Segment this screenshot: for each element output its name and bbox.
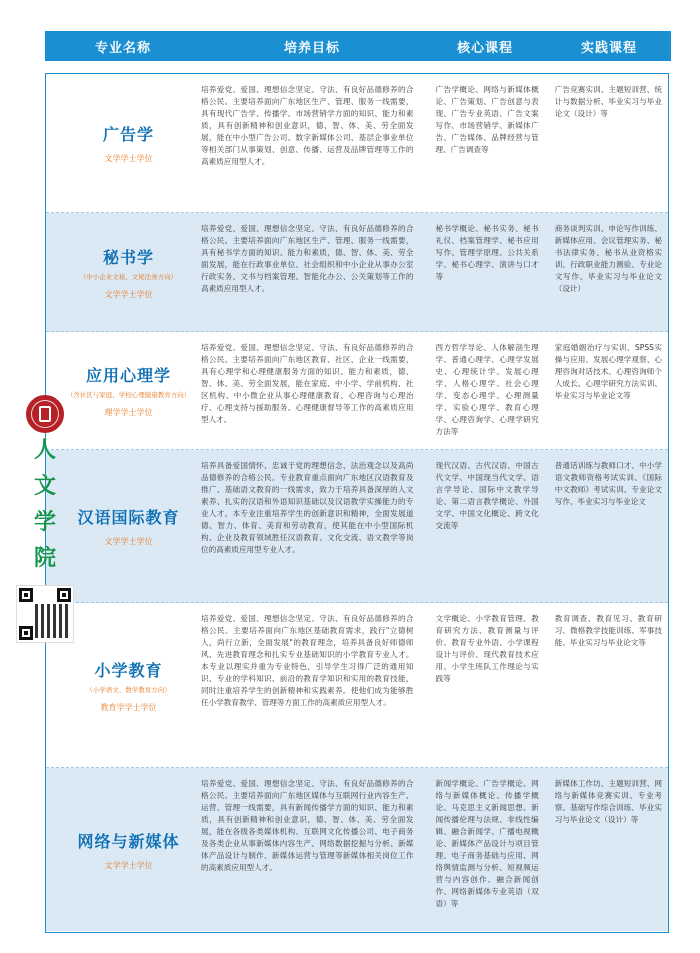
practice-courses-text: 商务谈判实训、申论写作训练、新媒体应用、会议管理实务、秘书法律实务、秘书从业资格实训、行政职业能力测验、专业论文写作、毕业实习与毕业论文（设计） — [554, 224, 662, 293]
major-direction: （含社区与家庭、学校心理健康教育方向） — [66, 391, 191, 399]
majors-table — [45, 73, 669, 933]
goal-text: 培养爱党、爱国、理想信念坚定、守法、有良好品德修养的合格公民。主要培养面向广东地区教育、社区、企业一线需要，具有心理学和心理健康服务方面的知识、能力和素质，德、智、体、美、劳全面发展，能在家庭、中小学、学前机构、社区机构、中小微企业从事心理健康教育、心理咨询与心理治疗、心理支持与援助服务、心理健康督导等工作的高素质应用型人才。 — [200, 343, 414, 424]
practice-courses-text: 广告竞赛实训、主题短训营、统计与数据分析、毕业实习与毕业论文（设计）等 — [554, 85, 662, 118]
core-courses-text: 广告学概论、网络与新媒体概论、广告策划、广告创意与表现、广告专业英语、广告文案写作、市场营销学、新媒体广告、广告媒体、品牌经营与管理、广告调查等 — [435, 85, 539, 154]
college-name-char: 学 — [33, 510, 56, 535]
degree-label: 文学学士学位 — [104, 860, 153, 870]
degree-label: 理学学士学位 — [104, 408, 153, 417]
degree-label: 教育学学士学位 — [100, 702, 157, 712]
major-direction: （中小企业文秘、文秘法务方向） — [79, 272, 178, 281]
degree-label: 文学学士学位 — [104, 537, 153, 546]
major-cell — [46, 213, 201, 331]
practice-courses-text: 新媒体工作坊、主题短训营、网络与新媒体竞赛实训、专业考察、基础写作综合训练、毕业实习与毕业论文（设计）等 — [554, 779, 662, 824]
major-cell — [46, 768, 201, 931]
major-cell — [46, 74, 201, 212]
goal-text: 培养爱党、爱国、理想信念坚定、守法、有良好品德修养的合格公民。主要培养面向广东地区基础教育需求，践行"立德树人，尚行立新，全面发展"的教育理念，培养具备良好师德师风、先进教育理念和扎实专业基础知识的小学教育专业人才。本专业以理实并重为专业特色，引导学生习得广泛的通用知识、专业的学科知识、前沿的教育学知识和实用的教育技能，同时注重培养学生的创新精神和实践素养。使他们成为能够胜任小学教育教学、管理等方面工作的高素质应用型人才。 — [200, 614, 414, 707]
core-courses-text: 现代汉语、古代汉语、中国古代文学、中国现当代文学、语言学导论、国际中文教学导论、第二语言教学概论、外国文学、中国文化概论、跨文化交流等 — [435, 461, 539, 530]
major-name: 汉语国际教育 — [77, 508, 180, 527]
major-direction: （小学语文、数学教育方向） — [86, 685, 171, 694]
core-courses-text: 西方哲学导论、人体解剖生理学、普通心理学、心理学发展史、心理统计学、发展心理学、人格心理学、社会心理学、变态心理学、心理测量学、实验心理学、教育心理学、心理咨询学、心理学研究方法等 — [435, 343, 539, 436]
practice-courses-text: 教育调查、教育见习、教育研习、微格教学技能训练、军事技能、毕业实习与毕业论文等 — [554, 614, 662, 647]
header-core-courses: 核心课程 — [456, 40, 513, 56]
major-name: 网络与新媒体 — [77, 831, 180, 851]
major-name: 小学教育 — [94, 660, 163, 680]
header-major: 专业名称 — [94, 40, 151, 56]
core-courses-text: 新闻学概论、广告学概论、网络与新媒体概论、传播学概论、马克思主义新闻思想、新闻传播伦理与法规、非线性编辑、融合新闻学、广播电视概论、新媒体产品设计与项目管理、电子商务基础与应用、网络舆情监测与分析、短视频运营与内容创作、融合新闻创作、网络新媒体专业英语（双语）等 — [435, 779, 539, 908]
table-header — [45, 31, 671, 61]
table-row — [46, 603, 668, 768]
college-name-char: 人 — [33, 438, 56, 463]
table-row — [46, 74, 668, 213]
table-row — [46, 768, 668, 931]
table-row — [46, 450, 668, 603]
goal-text: 培养爱党、爱国、理想信念坚定、守法、有良好品德修养的合格公民。主要培养面向广东地区生产、管理、服务一线需要，具有秘书学方面的知识、能力和素质，德、智、体、美、劳全面发展，能在行政事业单位、社会组织和中小企业从事办公室行政实务、文书与档案管理、智能化办公、公关策划等工作的高素质应用型人才。 — [200, 224, 414, 293]
core-courses-text: 文学概论、小学教育管理、教育研究方法、教育测量与评价、教育专业外语、小学课程设计与评价、现代教育技术应用、小学生班队工作理论与实践等 — [435, 614, 539, 683]
degree-label: 文学学士学位 — [104, 154, 153, 163]
goal-text: 培养爱党、爱国、理想信念坚定、守法、有良好品德修养的合格公民。主要培养面向广东地区生产、管理、服务一线需要，具有现代广告学、传播学、市场营销学方面的知识、能力和素质，具有创新精神和创业意识，德、智、体、美、劳全面发展，能在中小型广告公司、数字新媒体公司、基层企事业单位等相关部门从事策划、创意、传播、运营及品牌管理等工作的高素质应用型人才。 — [200, 85, 414, 166]
qr-code-icon[interactable] — [16, 585, 74, 643]
practice-courses-text: 普通话训练与教师口才、中小学语文教师资格考试实训、《国际中文教师》考试实训、专业论文写作、毕业实习与毕业论文 — [554, 461, 662, 506]
college-name-char: 文 — [33, 474, 56, 499]
major-name: 应用心理学 — [85, 366, 171, 385]
college-sidebar — [15, 395, 75, 643]
college-seal-icon — [26, 395, 64, 433]
major-name: 广告学 — [102, 125, 154, 144]
goal-text: 培养具备爱国情怀、忠诚于党的理想信念、法治观念以及高尚品德修养的合格公民。专业教育重点面向广东地区汉语教育及推广、基础语文教育的一线需求，致力于培养具备深厚的人文素养、扎实的汉语和外语知识基础以及汉语教学实操能力的专业人才。本专业注重培养学生的创新意识和精神，全面发展道德、智力、体育、美育和劳动教育，使其能在中小型国际机构、企业及教育领域胜任汉语教育、文化交流、语文教学等岗位的高素质应用型专业人才。 — [200, 461, 414, 554]
college-name-char: 院 — [33, 546, 56, 571]
degree-label: 文学学士学位 — [104, 289, 153, 299]
table-row — [46, 213, 668, 332]
header-practice-courses: 实践课程 — [580, 40, 637, 56]
header-goal: 培养目标 — [283, 40, 340, 56]
core-courses-text: 秘书学概论、秘书实务、秘书礼仪、档案管理学、秘书应用写作、管理学原理、公共关系学、秘书心理学、演讲与口才等 — [435, 224, 539, 281]
major-name: 秘书学 — [102, 247, 154, 267]
goal-text: 培养爱党、爱国、理想信念坚定、守法、有良好品德修养的合格公民。主要培养面向广东地区媒体与互联网行业内容生产、运营、管理一线需要，具有新闻传播学方面的知识、能力和素质，具有创新精神和创业意识，德、智、体、美、劳全面发展，能在各级各类媒体机构、互联网文化传播公司、电子商务及各类企业从事新媒体内容生产、网络数据挖掘与分析、新媒体产品设计与制作、新媒体运营与管理等新媒体相关岗位工作的高素质应用型人才。 — [200, 779, 414, 872]
practice-courses-text: 家庭婚姻治疗与实训、SPSS实操与应用、发展心理学观察、心理咨询对话技术、心理咨询师个人成长、心理学研究方法实训、毕业实习与毕业论文等 — [554, 343, 662, 400]
table-row — [46, 332, 668, 450]
